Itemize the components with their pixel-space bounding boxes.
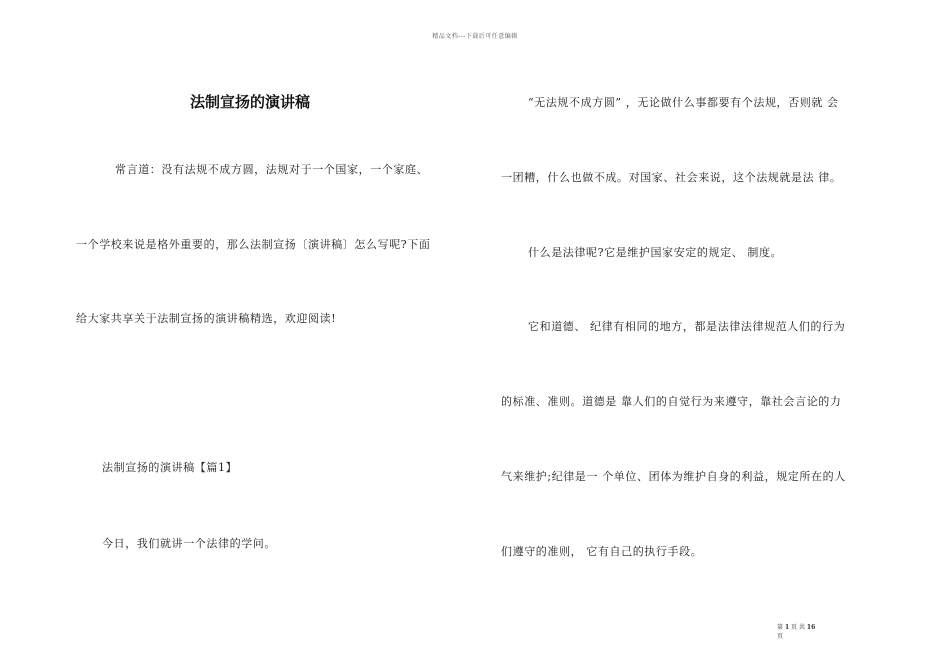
paragraph-line: 的标准、准则。道德是 靠人们的自觉行为来遵守，靠社会言论的力	[501, 395, 842, 408]
section-heading: 法制宣扬的演讲稿【篇1】	[102, 461, 238, 474]
paragraph-line: 气来维护;纪律是一 个单位、团体为维护自身的利益，规定所在的人	[501, 470, 846, 483]
document-title: 法制宣扬的演讲稿	[190, 93, 311, 111]
paragraph-line: 给大家共享关于法制宣扬的演讲稿精选，欢迎阅读!	[76, 312, 337, 325]
page-total: 16	[806, 624, 816, 631]
paragraph-line: 一个学校来说是格外重要的，那么法制宣扬〔演讲稿〕怎么写呢?下面	[76, 238, 431, 251]
paragraph-line: 常言道：没有法规不成方圆，法规对于一个国家，一个家庭、	[115, 163, 429, 176]
page-label-prefix: 第	[777, 624, 784, 631]
paragraph-line: “无法规不成方圆” ，无论做什么事都要有个法规，否则就 会	[528, 96, 839, 109]
paragraph-line: 一团糟，什么也做不成。对国家、社会来说，这个法规就是法 律。	[501, 171, 842, 184]
page-number	[777, 623, 837, 641]
page-label-mid: 页 共	[791, 624, 805, 631]
page-label-suffix: 页	[777, 633, 784, 640]
header-note: 精品文档---下载后可任意编辑	[432, 33, 518, 40]
paragraph-line: 什么是法律呢?它是维护国家安定的规定、 制度。	[528, 246, 783, 259]
paragraph-line: 它和道德、 纪律有相同的地方，都是法律法律规范人们的行为	[528, 320, 846, 333]
page-current: 1	[784, 624, 790, 631]
paragraph-line: 们遵守的准则， 它有自己的执行手段。	[501, 545, 703, 558]
paragraph-line: 今日，我们就讲一个法律的学问。	[102, 537, 276, 550]
